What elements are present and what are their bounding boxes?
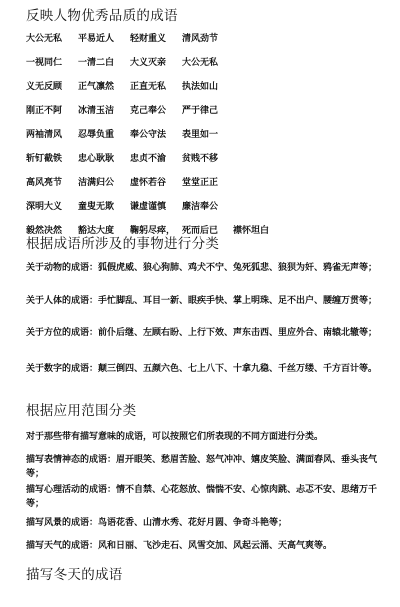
idiom: 襟怀坦白	[233, 226, 270, 236]
idiom: 鞠躬尽瘁，	[130, 226, 176, 236]
idiom: 平易近人	[78, 34, 115, 44]
idiom: 两袖清风	[26, 130, 63, 140]
idiom: 大公无私	[182, 58, 219, 68]
idiom: 轻财重义	[130, 34, 167, 44]
paragraph-mind: 描写心理活动的成语：情不自禁、心花怒放、惴惴不安、心惊肉跳、忐忑不安、思绪万千等；	[26, 485, 378, 509]
paragraph-scenery: 描写风景的成语：鸟语花香、山清水秀、花好月圆、争奇斗艳等；	[26, 518, 288, 528]
paragraph-animals: 关于动物的成语：狐假虎威、狼心狗肺、鸡犬不宁、兔死狐悲、狼狈为奸、鸦雀无声等；	[26, 263, 378, 273]
idiom: 一视同仁	[26, 58, 63, 68]
idiom: 童叟无欺	[78, 202, 115, 212]
idiom: 贫贱不移	[182, 154, 219, 164]
section-title-winter: 描写冬天的成语	[26, 567, 123, 583]
paragraph-usage-intro: 对于那些带有描写意味的成语，可以按照它们所表现的不同方面进行分类。	[26, 432, 324, 442]
idiom: 忍辱负重	[78, 130, 115, 140]
idiom: 死而后已	[182, 226, 219, 236]
paragraph-weather: 描写天气的成语：风和日丽、飞沙走石、风雪交加、风起云涌、天高气爽等。	[26, 541, 333, 551]
idiom: 表里如一	[182, 130, 219, 140]
idiom: 克己奉公	[130, 106, 167, 116]
idiom: 冰清玉洁	[78, 106, 115, 116]
idiom: 堂堂正正	[182, 178, 219, 188]
idiom: 大公无私	[26, 34, 63, 44]
paragraph-body: 关于人体的成语：手忙脚乱、耳目一新、眼疾手快、掌上明珠、足不出户、腰缠万贯等；	[26, 296, 378, 306]
section-title-character: 反映人物优秀品质的成语	[26, 8, 178, 24]
idiom: 豁达大度	[78, 226, 115, 236]
idiom: 斩钉截铁	[26, 154, 63, 164]
paragraph-direction: 关于方位的成语：前仆后继、左顾右盼、上行下效、声东击西、里应外合、南辕北辙等；	[26, 328, 378, 338]
paragraph-numbers: 关于数字的成语：颠三倒四、五颜六色、七上八下、十拿九稳、千丝万缕、千方百计等。	[26, 364, 378, 374]
idiom: 深明大义	[26, 202, 63, 212]
section-title-usage: 根据应用范围分类	[26, 403, 137, 419]
idiom: 奉公守法	[130, 130, 167, 140]
idiom: 执法如山	[182, 82, 219, 92]
idiom: 谦虚谨慎	[130, 202, 167, 212]
idiom: 严于律己	[182, 106, 219, 116]
idiom: 高风亮节	[26, 178, 63, 188]
idiom: 洁满归公	[78, 178, 115, 188]
idiom: 清风劲节	[182, 34, 219, 44]
idiom: 大义灭亲	[130, 58, 167, 68]
idiom: 毅然决然	[26, 226, 63, 236]
paragraph-expression: 描写表情神态的成语：眉开眼笑、愁眉苦脸、怒气冲冲、嬉皮笑脸、满面春风、垂头丧气等；	[26, 455, 378, 479]
idiom: 正直无私	[130, 82, 167, 92]
idiom: 义无反顾	[26, 82, 63, 92]
idiom: 一清二白	[78, 58, 115, 68]
idiom: 忠贞不渝	[130, 154, 167, 164]
idiom: 虚怀若谷	[130, 178, 167, 188]
idiom: 忠心耿耿	[78, 154, 115, 164]
section-title-things: 根据成语所涉及的事物进行分类	[26, 236, 220, 252]
idiom: 刚正不阿	[26, 106, 63, 116]
idiom: 廉洁奉公	[182, 202, 219, 212]
idiom: 正气凛然	[78, 82, 115, 92]
